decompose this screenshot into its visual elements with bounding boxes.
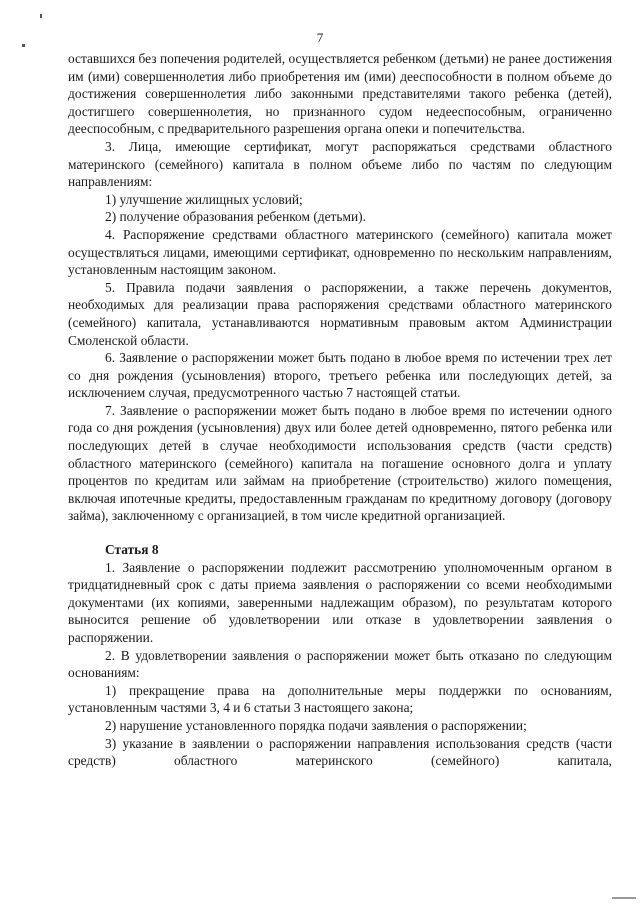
paragraph: 2. В удовлетворении заявления о распоряжении может быть отказано по следующим основаниям:: [68, 647, 612, 681]
scan-mark: [22, 44, 25, 47]
page-number: 7: [316, 30, 324, 45]
paragraph: 5. Правила подачи заявления о распоряжении, а также перечень документов, необходимых для реализации права распоряжения средствами областного материнского (семейного) капитала, устанавливаются нормативным правовым актом Администрации Смоленской области.: [68, 279, 612, 348]
paragraph: оставшихся без попечения родителей, осуществляется ребенком (детьми) не ранее достижения им (ими) совершеннолетия либо приобретения им (ими) дееспособности в полном объеме до достижения совершеннолетия либо законными представителями такого ребенка (детей), достигшего совершеннолетия, но признанного судом недееспособным, ограниченно дееспособным, с предварительного разрешения органа опеки и попечительства.: [68, 51, 612, 137]
article-heading: Статья 8: [105, 542, 159, 558]
paragraph: 3. Лица, имеющие сертификат, могут распоряжаться средствами областного материнского (семейного) капитала в полном объеме либо по частям по следующим направлениям:: [68, 138, 612, 190]
paragraph: 7. Заявление о распоряжении может быть подано в любое время по истечении одного года со дня рождения (усыновления) двух или более детей одновременно, пятого ребенка или последующих детей в случае необходимости использования средств (части средств) областного материнского (семейного) капитала на погашение основного долга и уплату процентов по кредитам или займам на приобретение (строительство) жилого помещения, включая ипотечные кредиты, предоставленным гражданам по кредитному договору (договору займа), заключенному с организацией, в том числе кредитной организацией.: [68, 402, 612, 524]
list-item: 1) улучшение жилищных условий;: [105, 191, 303, 207]
list-item: 3) указание в заявлении о распоряжении направления использования средств (части средств) областного материнского (семейного) капитала,: [68, 735, 612, 769]
scan-mark: [612, 897, 636, 899]
list-item: 2) получение образования ребенком (детьми).: [105, 209, 366, 225]
document-body: [68, 50, 612, 770]
list-item: 1) прекращение права на дополнительные меры поддержки по основаниям, установленным частями 3, 4 и 6 статьи 3 настоящего закона;: [68, 682, 612, 716]
scan-mark: [40, 14, 42, 18]
paragraph: 1. Заявление о распоряжении подлежит рассмотрению уполномоченным органом в тридцатидневный срок с даты приема заявления о распоряжении со всеми необходимыми документами (их копиями, заверенными надлежащим образом), по результатам которого выносится решение об удовлетворении или отказе в удовлетворении заявления о распоряжении.: [68, 559, 612, 645]
paragraph: 4. Распоряжение средствами областного материнского (семейного) капитала может осуществляться лицами, имеющими сертификат, одновременно по нескольким направлениям, установленным настоящим законом.: [68, 226, 612, 278]
list-item: 2) нарушение установленного порядка подачи заявления о распоряжении;: [105, 717, 527, 733]
paragraph: 6. Заявление о распоряжении может быть подано в любое время по истечении трех лет со дня рождения (усыновления) второго, третьего ребенка или последующих детей, за исключением случая, предусмотренного частью 7 настоящей статьи.: [68, 350, 612, 401]
